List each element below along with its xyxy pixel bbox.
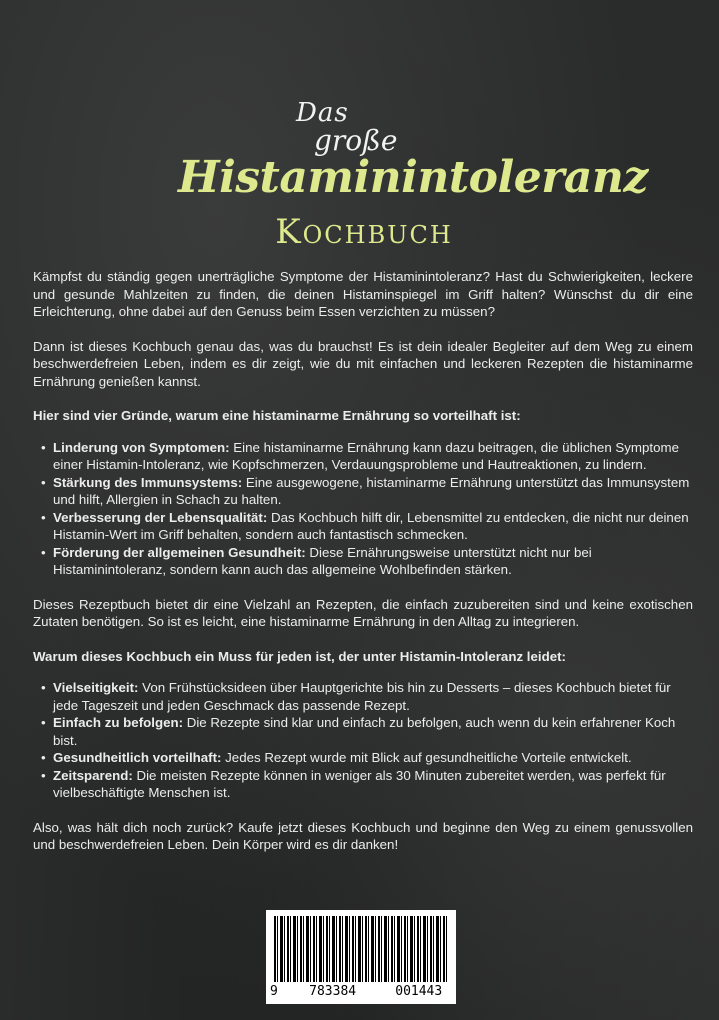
isbn-barcode	[266, 910, 456, 1004]
section2-heading: Warum dieses Kochbuch ein Muss für jeden ist, der unter Histamin-Intoleranz leidet:	[33, 648, 566, 664]
barcode-digit-group-1: 783384	[309, 984, 357, 999]
list-item-term: Stärkung des Immunsystems:	[53, 474, 243, 490]
list-item-term: Gesundheitlich vorteilhaft:	[53, 750, 222, 765]
list-item-text: Eine histaminarme Ernährung kann dazu beitragen, die üblichen Symptome einer Histamin-Intoleranz, wie Kopfschmerzen, Verdauungsprobleme und Hautreaktionen, zu lindern.	[53, 439, 679, 472]
list-item-text: Das Kochbuch hilft dir, Lebensmittel zu entdecken, die nicht nur deinen Histamin-Wert im Griff behalten, sondern auch fantastisch schmecken.	[53, 509, 689, 542]
list-item-term: Vielseitigkeit:	[53, 680, 139, 695]
list-item-text: Die Rezepte sind klar und einfach zu befolgen, auch wenn du kein erfahrener Koch bist.	[53, 715, 676, 748]
barcode-bars	[274, 916, 448, 982]
list-item	[41, 714, 693, 749]
closing-paragraph: Also, was hält dich noch zurück? Kaufe jetzt dieses Kochbuch und beginne den Weg zu einem genussvollen und beschwerdefreien Leben. Dein Körper wird es dir danken!	[33, 819, 693, 852]
barcode-digits	[270, 984, 452, 999]
bullet: •	[41, 750, 46, 765]
bullet: •	[41, 544, 46, 560]
list-item	[41, 474, 693, 509]
list-item	[41, 544, 693, 579]
section2-list	[33, 679, 693, 802]
title-main: Histaminintoleranz	[178, 152, 648, 203]
list-item	[41, 679, 693, 714]
intro-paragraph-1: Kämpfst du ständig gegen unerträgliche Symptome der Histaminintoleranz? Hast du Schwierigkeiten, leckere und gesunde Mahlzeiten zu finden, die deinen Histaminspiegel im Griff halten? Wünschst du dir eine Erleichterung, ohne dabei auf den Genuss beim Essen verzichten zu müssen?	[33, 269, 693, 319]
title-sub: Kochbuch	[275, 212, 453, 252]
bullet: •	[41, 767, 46, 783]
barcode-digit-prefix: 9	[270, 984, 278, 999]
list-item	[41, 767, 693, 802]
section1-heading: Hier sind vier Gründe, warum eine histaminarme Ernährung so vorteilhaft ist:	[33, 408, 521, 423]
list-item	[41, 509, 693, 544]
bullet: •	[41, 509, 46, 525]
list-item-text: Eine ausgewogene, histaminarme Ernährung unterstützt das Immunsystem und hilft, Allergien in Schach zu halten.	[53, 474, 690, 507]
list-item-text: Jedes Rezept wurde mit Blick auf gesundheitliche Vorteile entwickelt.	[221, 750, 632, 765]
intro-paragraph-2: Dann ist dieses Kochbuch genau das, was du brauchst! Es ist dein idealer Begleiter auf dem Weg zu einem beschwerdefreien Leben, indem es dir zeigt, wie du mit einfachen und leckeren Rezepten die histaminarme Ernährung genießen kannst.	[33, 338, 693, 389]
section1-list	[33, 439, 693, 579]
list-item-term: Einfach zu befolgen:	[53, 715, 184, 730]
list-item	[41, 749, 693, 767]
middle-paragraph: Dieses Rezeptbuch bietet dir eine Vielzahl an Rezepten, die einfach zuzubereiten sind und keine exotischen Zutaten benötigen. So ist es leicht, eine histaminarme Ernährung in den Alltag zu integrieren.	[33, 596, 693, 629]
title-das: Das	[296, 98, 349, 128]
list-item-term: Linderung von Symptomen:	[53, 439, 230, 455]
list-item	[41, 439, 693, 474]
list-item-term: Verbesserung der Lebensqualität:	[53, 509, 268, 525]
list-item-term: Förderung der allgemeinen Gesundheit:	[53, 544, 306, 560]
list-item-text: Die meisten Rezepte können in weniger als 30 Minuten zubereitet werden, was perfekt für vielbeschäftigte Menschen ist.	[53, 767, 666, 800]
bullet: •	[41, 680, 46, 695]
bullet: •	[41, 474, 46, 490]
list-item-term: Zeitsparend:	[53, 767, 133, 783]
barcode-digit-group-2: 001443	[395, 984, 443, 999]
back-cover-text	[33, 268, 693, 871]
bullet: •	[41, 439, 46, 455]
list-item-text: Diese Ernährungsweise unterstützt nicht nur bei Histaminintoleranz, sondern kann auch das allgemeine Wohlbefinden stärken.	[53, 544, 592, 577]
title-grosse: große	[314, 124, 398, 157]
book-title	[0, 90, 719, 260]
bullet: •	[41, 715, 46, 730]
list-item-text: Von Frühstücksideen über Hauptgerichte bis hin zu Desserts – dieses Kochbuch bietet für jede Tageszeit und jeden Geschmack das passende Rezept.	[53, 680, 671, 713]
